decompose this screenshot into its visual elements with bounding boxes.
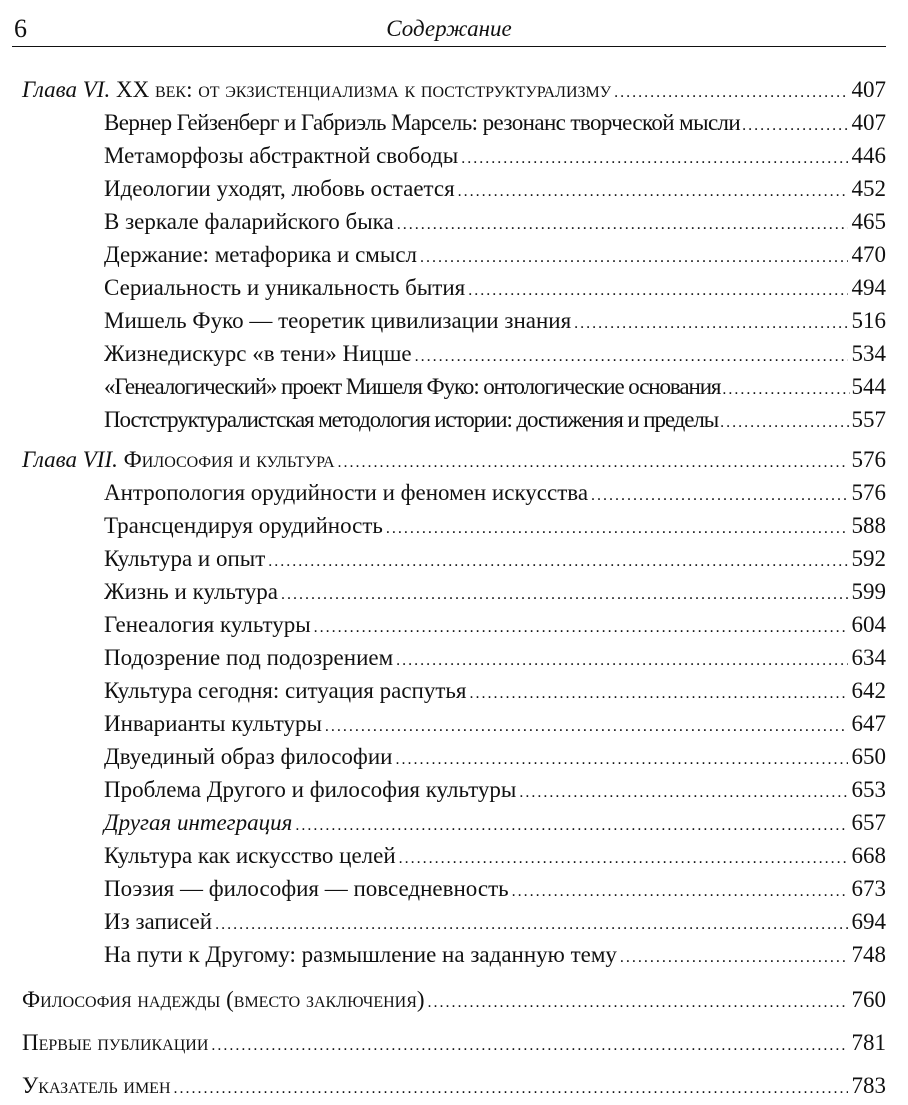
page-ref: 668 — [851, 843, 886, 868]
toc-entry[interactable] — [104, 272, 886, 304]
toc-entry[interactable] — [104, 338, 886, 370]
page-ref: 647 — [851, 711, 886, 736]
page-header — [12, 10, 886, 44]
dot-leader — [428, 987, 848, 1019]
toc-entry[interactable] — [104, 906, 886, 938]
page-ref: 673 — [851, 876, 886, 901]
toc-entry[interactable] — [104, 840, 886, 872]
toc-entry[interactable] — [104, 576, 886, 608]
toc-closing-publications[interactable] — [22, 1027, 886, 1059]
page-ref: 407 — [851, 77, 886, 102]
dot-leader — [574, 308, 847, 340]
page-ref: 452 — [851, 176, 886, 201]
toc-entry[interactable] — [104, 774, 886, 806]
dot-leader — [420, 242, 847, 274]
entry-title: Инварианты культуры — [104, 711, 322, 736]
page-ref: 760 — [851, 987, 886, 1012]
dot-leader — [397, 209, 848, 241]
entry-title: «Генеалогический» проект Мишеля Фуко: онтологические основания — [104, 374, 721, 399]
toc-entry[interactable] — [104, 939, 886, 971]
entry-title: Идеологии уходят, любовь остается — [104, 176, 455, 201]
chapter-title: век: от экзистенциализма к постструктурализму — [154, 77, 612, 102]
toc-closing-name-index[interactable] — [22, 1070, 886, 1102]
dot-leader — [174, 1073, 848, 1105]
entry-title: Трансцендируя орудийность — [104, 513, 383, 538]
chapter-label: Глава VII. — [22, 447, 118, 472]
toc-entry[interactable] — [104, 206, 886, 238]
entry-title: Генеалогия культуры — [104, 612, 311, 637]
page-ref: 576 — [851, 447, 886, 472]
dot-leader — [620, 942, 848, 974]
toc-closing-hope[interactable] — [22, 984, 886, 1016]
dot-leader — [614, 77, 847, 109]
toc-entry[interactable] — [104, 140, 886, 172]
entry-title: Держание: метафорика и смысл — [104, 242, 418, 267]
entry-title: Другая интеграция — [104, 810, 293, 835]
chapter-title-century: XX — [115, 77, 150, 102]
entry-title: Метаморфозы абстрактной свободы — [104, 143, 459, 168]
header-rule — [12, 46, 886, 47]
dot-leader — [519, 777, 847, 809]
dot-leader — [281, 579, 848, 611]
entry-title: Жизнедискурс «в тени» Ницше — [104, 341, 412, 366]
entry-title: Антропология орудийности и феномен искусства — [104, 480, 589, 505]
page-ref: 516 — [851, 308, 886, 333]
entry-title: Проблема Другого и философия культуры — [104, 777, 517, 802]
dot-leader — [742, 110, 849, 142]
toc-entry[interactable] — [104, 510, 886, 542]
entry-title: Подозрение под подозрением — [104, 645, 394, 670]
running-title: Содержание — [386, 16, 512, 41]
page-number: 6 — [14, 14, 27, 43]
page-ref: 465 — [851, 209, 886, 234]
page-ref: 604 — [851, 612, 886, 637]
entry-title: Двуединый образ философии — [104, 744, 393, 769]
dot-leader — [470, 678, 848, 710]
toc-entry[interactable] — [104, 609, 886, 641]
page-ref: 781 — [851, 1030, 886, 1055]
entry-title: Указатель имен — [22, 1073, 171, 1098]
entry-title: Сериальность и уникальность бытия — [104, 275, 466, 300]
dot-leader — [720, 407, 849, 439]
toc-chapter-6[interactable] — [22, 74, 886, 106]
toc-entry[interactable] — [104, 543, 886, 575]
page-ref: 557 — [851, 407, 886, 432]
toc-entry[interactable] — [104, 807, 886, 839]
dot-leader — [468, 275, 847, 307]
toc-entry[interactable] — [104, 371, 886, 403]
page-ref: 576 — [851, 480, 886, 505]
entry-title: Культура сегодня: ситуация распутья — [104, 678, 467, 703]
dot-leader — [268, 546, 847, 578]
dot-leader — [461, 143, 847, 175]
dot-leader — [399, 843, 848, 875]
toc-entry[interactable] — [104, 873, 886, 905]
entry-title: Философия надежды (вместо заключения) — [22, 987, 425, 1012]
entry-title: Постструктуралистская методология истории: достижения и пределы — [104, 407, 719, 432]
dot-leader — [395, 744, 847, 776]
page-ref: 407 — [851, 110, 886, 135]
entry-title: Из записей — [104, 909, 213, 934]
dot-leader — [314, 612, 848, 644]
dot-leader — [386, 513, 848, 545]
entry-title: Культура как искусство целей — [104, 843, 396, 868]
page-ref: 694 — [851, 909, 886, 934]
page-ref: 446 — [851, 143, 886, 168]
page-ref: 592 — [851, 546, 886, 571]
page-ref: 650 — [851, 744, 886, 769]
entry-title: Поэзия — философия — повседневность — [104, 876, 509, 901]
dot-leader — [211, 1030, 847, 1062]
toc-entry[interactable] — [104, 404, 886, 436]
page-ref: 588 — [851, 513, 886, 538]
toc-entry[interactable] — [104, 675, 886, 707]
chapter-label: Глава VI. — [22, 77, 111, 102]
dot-leader — [338, 447, 848, 479]
page-ref: 534 — [851, 341, 886, 366]
page-ref: 653 — [851, 777, 886, 802]
toc-entry[interactable] — [104, 239, 886, 271]
chapter-title: Философия и культура — [123, 447, 335, 472]
page-ref: 783 — [851, 1073, 886, 1098]
toc-entry[interactable] — [104, 305, 886, 337]
toc-entry[interactable] — [104, 173, 886, 205]
entry-title: Жизнь и культура — [104, 579, 278, 604]
entry-title: Культура и опыт — [104, 546, 266, 571]
toc-entry[interactable] — [104, 741, 886, 773]
page-ref: 544 — [851, 374, 886, 399]
dot-leader — [722, 374, 849, 406]
entry-title: В зеркале фаларийского быка — [104, 209, 394, 234]
dot-leader — [591, 480, 847, 512]
toc-entry[interactable] — [104, 107, 886, 139]
dot-leader — [325, 711, 848, 743]
dot-leader — [215, 909, 847, 941]
page-ref: 748 — [851, 942, 886, 967]
entry-title: Первые публикации — [22, 1030, 209, 1055]
dot-leader — [458, 176, 848, 208]
toc-chapter-7[interactable] — [22, 444, 886, 476]
dot-leader — [396, 645, 847, 677]
page-ref: 470 — [851, 242, 886, 267]
dot-leader — [295, 810, 847, 842]
toc-entry[interactable] — [104, 477, 886, 509]
page-ref: 494 — [851, 275, 886, 300]
page-ref: 642 — [851, 678, 886, 703]
page-ref: 657 — [851, 810, 886, 835]
page-ref: 634 — [851, 645, 886, 670]
dot-leader — [415, 341, 848, 373]
toc-entry[interactable] — [104, 642, 886, 674]
entry-title: Вернер Гейзенберг и Габриэль Марсель: резонанс творческой мысли — [104, 110, 741, 135]
toc-entry[interactable] — [104, 708, 886, 740]
entry-title: На пути к Другому: размышление на заданную тему — [104, 942, 617, 967]
dot-leader — [512, 876, 848, 908]
page-ref: 599 — [851, 579, 886, 604]
entry-title: Мишель Фуко — теоретик цивилизации знания — [104, 308, 572, 333]
